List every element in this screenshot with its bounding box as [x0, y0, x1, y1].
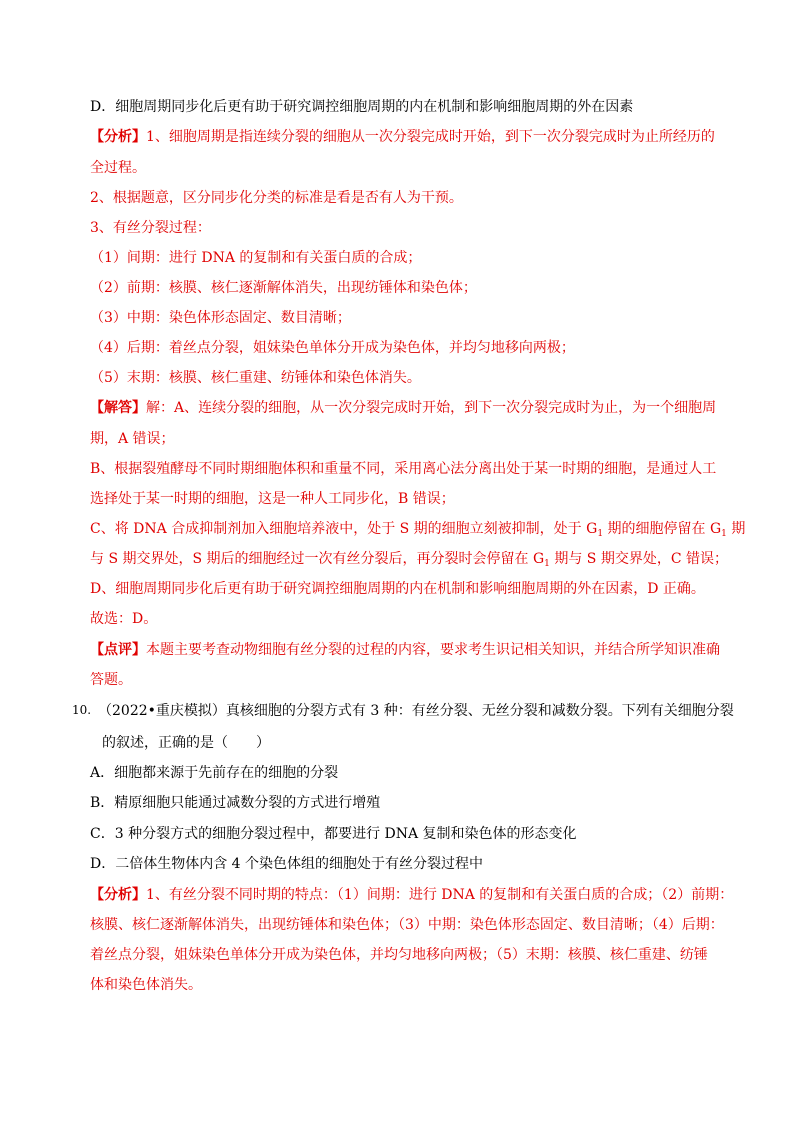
question-number: 10.: [72, 703, 92, 717]
prev-analysis-line-2: 全过程。: [90, 160, 146, 176]
answer-l6-part: 期与 S 期交界处，C 错误；: [549, 551, 729, 567]
answer-l5-part: 期的细胞停留在 G: [603, 521, 722, 537]
answer-l5-part: C、将 DNA 合成抑制剂加入细胞培养液中，处于 S 期的细胞立刻被抑制，处于 G: [90, 521, 598, 537]
q10-analysis-line-4: 体和染色体消失。: [90, 977, 202, 993]
option-d: D．二倍体生物体内含 4 个染色体组的细胞处于有丝分裂过程中: [90, 856, 484, 872]
option-c: C．3 种分裂方式的细胞分裂过程中，都要进行 DNA 复制和染色体的形态变化: [90, 826, 577, 842]
answer-text: 解：A、连续分裂的细胞，从一次分裂完成时开始，到下一次分裂完成时为止，为一个细胞周: [146, 400, 717, 416]
answer-l5-part: 期: [726, 521, 746, 537]
analysis-tag: 【分析】: [90, 887, 146, 903]
prev-analysis-line-3: 2、根据题意，区分同步化分类的标准是看是否有人为干预。: [90, 190, 463, 206]
analysis-tag: 【分析】: [90, 129, 146, 145]
prev-analysis-line-8: （4）后期：着丝点分裂，姐妹染色单体分开成为染色体，并均匀地移向两极；: [90, 340, 575, 356]
prev-answer-line-3: B、根据裂殖酵母不同时期细胞体积和重量不同，采用离心法分离出处于某一时期的细胞，是通过人工: [90, 461, 717, 477]
prev-analysis-line-1: [90, 127, 715, 147]
subscript-1: 1: [544, 559, 550, 569]
prev-answer-line-5: [90, 519, 745, 539]
q10-analysis-line-3: 着丝点分裂，姐妹染色单体分开成为染色体，并均匀地移向两极；（5）末期：核膜、核仁重建、纺锤: [90, 947, 708, 963]
q10-analysis-line-2: 核膜、核仁逐渐解体消失，出现纺锤体和染色体；（3）中期：染色体形态固定、数目清晰；（4）后期：: [90, 917, 724, 933]
prev-answer-line-2: 期，A 错误；: [90, 431, 175, 447]
prev-answer-line-7: D、细胞周期同步化后更有助于研究调控细胞周期的内在机制和影响细胞周期的外在因素，D 正确。: [90, 581, 705, 597]
prev-comment-line-2: 答题。: [90, 672, 132, 688]
option-b: B．精原细胞只能通过减数分裂的方式进行增殖: [90, 795, 381, 811]
answer-tag: 【解答】: [90, 400, 146, 416]
prev-comment-line-1: [90, 640, 720, 660]
prev-analysis-line-9: （5）末期：核膜、核仁重建、纺锤体和染色体消失。: [90, 370, 421, 386]
prev-analysis-line-6: （2）前期：核膜、核仁逐渐解体消失，出现纺锤体和染色体；: [90, 280, 477, 296]
prev-answer-line-8: 故选：D。: [90, 611, 158, 627]
prev-answer-line-6: [90, 549, 728, 569]
prev-analysis-line-7: （3）中期：染色体形态固定、数目清晰；: [90, 310, 351, 326]
prev-answer-line-1: [90, 398, 716, 418]
q10-analysis-line-1: [90, 885, 733, 905]
subscript-1: 1: [721, 529, 727, 539]
comment-tag: 【点评】: [90, 642, 146, 658]
subscript-1: 1: [597, 529, 604, 539]
analysis-text: 1、细胞周期是指连续分裂的细胞从一次分裂完成时开始，到下一次分裂完成时为止所经历的: [146, 129, 715, 145]
comment-text: 本题主要考查动物细胞有丝分裂的过程的内容，要求考生识记相关知识，并结合所学知识准确: [146, 642, 720, 658]
prev-analysis-line-5: （1）间期：进行 DNA 的复制和有关蛋白质的合成；: [90, 250, 422, 266]
option-a: A．细胞都来源于先前存在的细胞的分裂: [90, 765, 339, 781]
prev-answer-line-4: 选择处于某一时期的细胞，这是一种人工同步化，B 错误；: [90, 491, 455, 507]
question-stem-line-2: 的叙述，正确的是（ ）: [102, 735, 270, 751]
answer-l6-part: 与 S 期交界处，S 期后的细胞经过一次有丝分裂后，再分裂时会停留在 G: [90, 551, 545, 567]
analysis-text: 1、有丝分裂不同时期的特点：（1）间期：进行 DNA 的复制和有关蛋白质的合成；（2）前期：: [146, 887, 734, 903]
question-stem-line-1: （2022•重庆模拟）真核细胞的分裂方式有 3 种：有丝分裂、无丝分裂和减数分裂。下列有关细胞分裂: [98, 703, 734, 719]
prev-option-d: D．细胞周期同步化后更有助于研究调控细胞周期的内在机制和影响细胞周期的外在因素: [90, 99, 634, 115]
prev-analysis-line-4: 3、有丝分裂过程：: [90, 220, 211, 236]
